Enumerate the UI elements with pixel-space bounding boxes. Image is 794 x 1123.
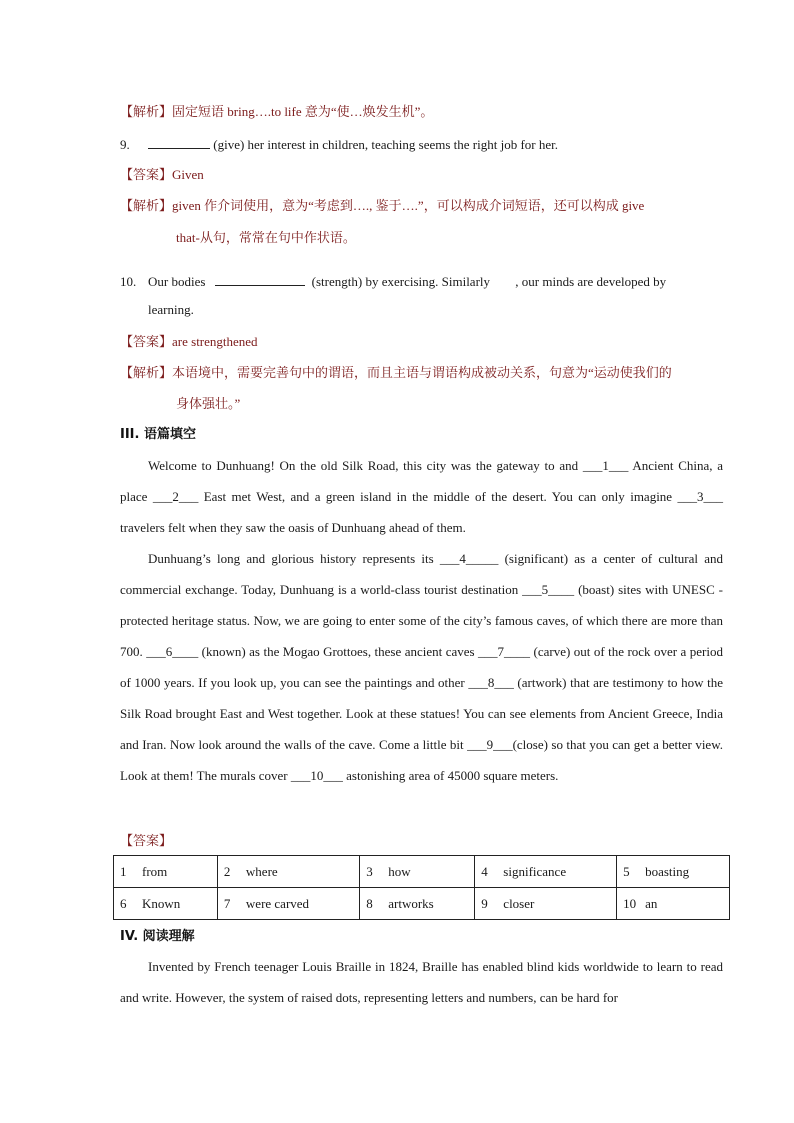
section-3-answer-label — [120, 832, 723, 851]
q10-analysis-line2 — [176, 395, 779, 413]
question-10-line2 — [148, 301, 751, 319]
reading-passage — [120, 951, 723, 1013]
question-stem: (strength) by exercising. Similarly — [311, 274, 491, 289]
analysis-text: given 作介词使用，意为“考虑到…., 鉴于….”，可以构成介词短语，还可以构成 give — [172, 198, 645, 213]
answer-blank — [148, 135, 210, 149]
answer-cell: 2 where — [217, 856, 359, 888]
question-stem: learning. — [148, 302, 194, 317]
q9-answer — [120, 166, 723, 185]
answer-cell: 8 artworks — [360, 888, 475, 920]
analysis-label: 【解析】 — [120, 105, 173, 120]
answer-text: Given — [172, 167, 204, 182]
table-row — [114, 888, 730, 920]
answer-cell: 4 significance — [475, 856, 617, 888]
question-stem: Our bodies — [148, 274, 206, 289]
q8-analysis — [120, 103, 723, 122]
answer-text: are strengthened — [172, 334, 258, 349]
analysis-label: 【解析】 — [120, 199, 173, 214]
cloze-passage — [120, 450, 723, 791]
answer-label: 【答案】 — [120, 168, 173, 183]
analysis-text: 身体强壮。” — [176, 396, 241, 411]
answer-cell: 10 an — [617, 888, 730, 920]
cloze-paragraph-1: Welcome to Dunhuang! On the old Silk Road, this city was the gateway to and ___1___ Ancient China, a place ___2___ East met West, and a green island in the middle of the desert. You can only imagine ___3___ travelers felt when they saw the oasis of Dunhuang ahead of them. — [120, 458, 723, 535]
reading-paragraph-1: Invented by French teenager Louis Braille in 1824, Braille has enabled blind kids worldwide to learn to read and write. However, the system of raised dots, representing letters and numbers, can be hard for — [120, 959, 723, 1005]
answer-cell: 3 how — [360, 856, 475, 888]
question-number: 10. — [120, 274, 137, 289]
q10-answer — [120, 333, 723, 352]
table-row — [114, 856, 730, 888]
q9-analysis-line1 — [120, 197, 723, 216]
answer-cell: 5 boasting — [617, 856, 730, 888]
answer-cell: 1 from — [114, 856, 218, 888]
analysis-label: 【解析】 — [120, 366, 173, 381]
answer-cell: 9 closer — [475, 888, 617, 920]
question-9 — [120, 135, 723, 154]
answer-cell: 6 Known — [114, 888, 218, 920]
analysis-text: 本语境中，需要完善句中的谓语，而且主语与谓语构成被动关系，句意为“运动使我们的 — [172, 365, 672, 380]
question-stem: , our minds are developed by — [515, 274, 667, 289]
section-4-heading: IV. 阅读理解 — [120, 929, 195, 944]
answer-blank — [215, 272, 305, 286]
question-10 — [120, 272, 723, 291]
answer-label: 【答案】 — [120, 335, 173, 350]
analysis-text: that-从句，常常在句中作状语。 — [176, 230, 356, 245]
answer-table — [113, 855, 730, 920]
answer-cell: 7 were carved — [217, 888, 359, 920]
cloze-paragraph-2: Dunhuang’s long and glorious history represents its ___4_____ (significant) as a center of cultural and commercial exchange. Today, Dunhuang is a world-class tourist destination ___5____ (boast) sites with UNESC -protected heritage status. Now, we are going to enter some of the city’s famous caves, of which there are more than 700. ___6____ (known) as the Mogao Grottoes, these ancient caves ___7____ (carve) out of the rock over a period of 1000 years. If you look up, you can see the paintings and other ___8___ (artwork) that are testimony to how the Silk Road brought East and West together. Look at these statues! You can see elements from Ancient Greece, India and Iran. Now look around the walls of the cave. Come a little bit ___9___(close) so that you can get a better view. Look at them! The murals cover ___10___ astonishing area of 45000 square meters. — [120, 551, 723, 783]
analysis-text: 固定短语 bring….to life 意为“使…焕发生机”。 — [172, 104, 434, 119]
q9-analysis-line2 — [176, 229, 779, 247]
question-number: 9. — [120, 137, 130, 152]
section-3-heading: III. 语篇填空 — [120, 427, 196, 442]
question-stem: (give) her interest in children, teaching seems the right job for her. — [213, 137, 558, 152]
answer-label: 【答案】 — [120, 834, 173, 849]
q10-analysis-line1 — [120, 364, 723, 383]
